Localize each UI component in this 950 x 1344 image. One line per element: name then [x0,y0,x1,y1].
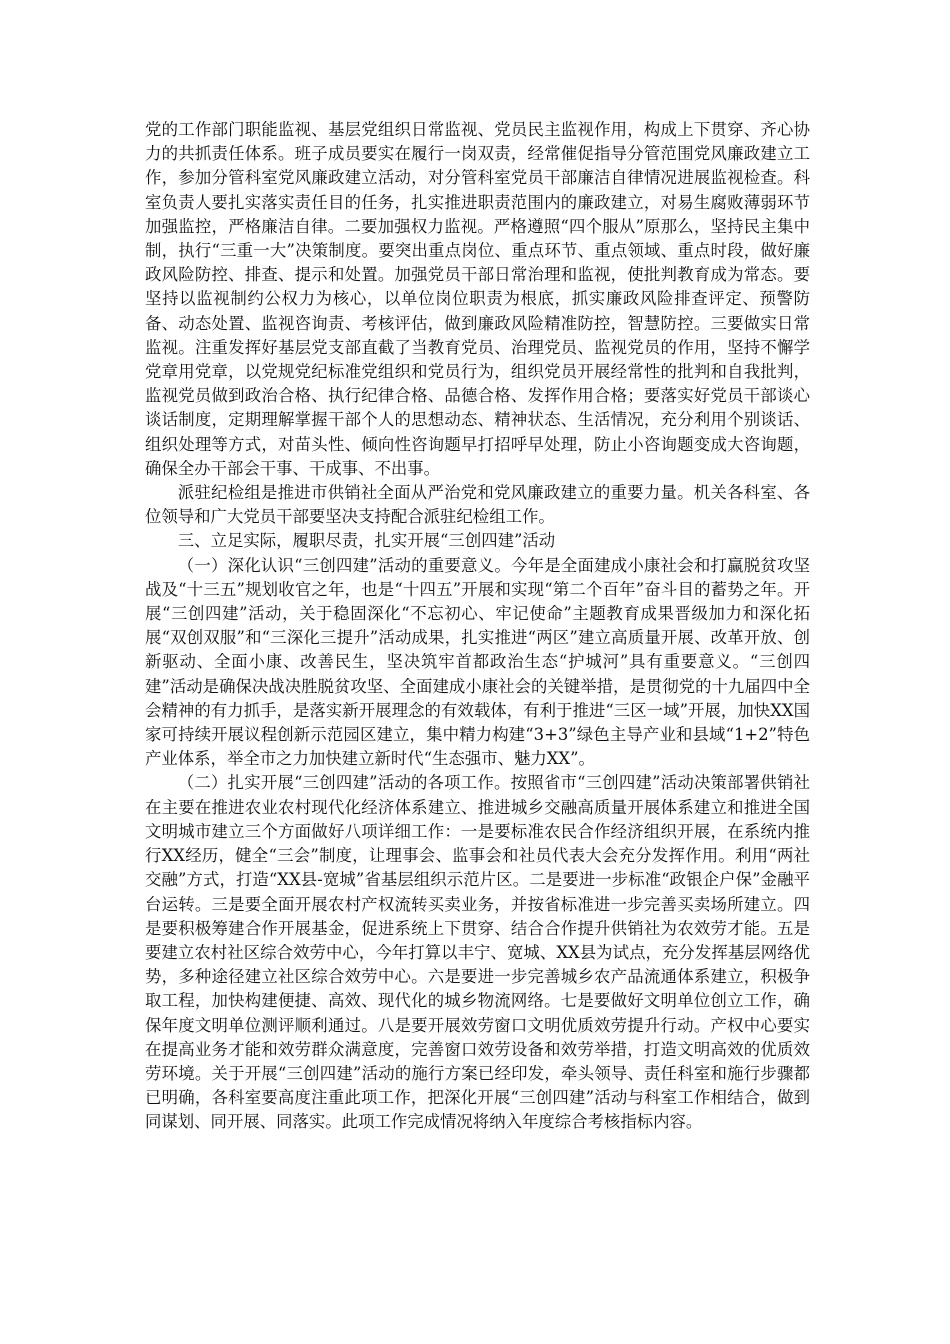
section-heading-three: 三、立足实际，履职尽责，扎实开展“三创四建”活动 [177,531,556,551]
body-paragraph-discipline-group: 派驻纪检组是推进市供销社全面从严治党和党风廉政建立的重要力量。机关各科室、各位领导和广大党员干部要坚决支持配合派驻纪检组工作。 [145,483,810,527]
body-paragraph-tasks: （二）扎实开展“三创四建”活动的各项工作。按照省市“三创四建”活动决策部署供销社在主要在推进农业农村现代化经济体系建立、推进城乡交融高质量开展体系建立和推进全国文明城市建立三个方面做好八项详细工作：一是要标准农民合作经济组织开展，在系统内推行XX经历，健全“三会”制度，让理事会、监事会和社员代表大会充分发挥作用。利用“两社交融”方式，打造“XX县-宽城”省基层组织示范片区。二是要进一步标准“政银企户保”金融平台运转。三是要全面开展农村产权流转买卖业务，并按省标准进一步完善买卖场所建立。四是要积极筹建合作开展基金，促进系统上下贯穿、结合合作提升供销社为农效劳才能。五是要建立农村社区综合效劳中心，今年打算以丰宁、宽城、XX县为试点，充分发挥基层网络优势，多种途径建立社区综合效劳中心。六是要进一步完善城乡农产品流通体系建立，积极争取工程，加快构建便捷、高效、现代化的城乡物流网络。七是要做好文明单位创立工作，确保年度文明单位测评顺利通过。八是要开展效劳窗口文明优质效劳提升行动。产权中心要实在提高业务才能和效劳群众满意度，完善窗口效劳设备和效劳举措，打造文明高效的优质效劳环境。关于开展“三创四建”活动的施行方案已经印发，牵头领导、责任科室和施行步骤都已明确，各科室要高度注重此项工作，把深化开展“三创四建”活动与科室工作相结合，做到同谋划、同开展、同落实。此项工作完成情况将纳入年度综合考核指标内容。 [145,773,810,1132]
body-paragraph-significance: （一）深化认识“三创四建”活动的重要意义。今年是全面建成小康社会和打赢脱贫攻坚战及“十三五”规划收官之年，也是“十四五”开展和实现“第二个百年”奋斗目的蓄势之年。开展“三创四建”活动，关于稳固深化“不忘初心、牢记使命”主题教育成果晋级加力和深化拓展“双创双服”和“三深化三提升”活动成果，扎实推进“两区”建立高质量开展、改革开放、创新驱动、全面小康、改善民生，坚决筑牢首都政治生态“护城河”具有重要意义。“三创四建”活动是确保决战决胜脱贫攻坚、全面建成小康社会的关键举措，是贯彻党的十九届四中全会精神的有力抓手，是落实新开展理念的有效载体，有利于推进“三区一域”开展，加快XX国家可持续开展议程创新示范园区建立，集中精力构建“3+3”绿色主导产业和县域“1+2”特色产业体系，举全市之力加快建立新时代“生态强市、魅力XX”。 [145,555,810,769]
document-page [145,118,810,1135]
body-paragraph-supervision: 党的工作部门职能监视、基层党组织日常监视、党员民主监视作用，构成上下贯穿、齐心协力的共抓责任体系。班子成员要实在履行一岗双责，经常催促指导分管范围党风廉政建立工作，参加分管科室党风廉政建立活动，对分管科室党员干部廉洁自律情况进展监视检查。科室负责人要扎实落实责任目的任务，扎实推进职责范围内的廉政建立，对易生腐败薄弱环节加强监控，严格廉洁自律。二要加强权力监视。严格遵照“四个服从”原那么，坚持民主集中制，执行“三重一大”决策制度。要突出重点岗位、重点环节、重点领域、重点时段，做好廉政风险防控、排查、提示和处置。加强党员干部日常治理和监视，使批判教育成为常态。要坚持以监视制约公权力为核心，以单位岗位职责为根底，抓实廉政风险排查评定、预警防备、动态处置、监视咨询责、考核评估，做到廉政风险精准防控，智慧防控。三要做实日常监视。注重发挥好基层党支部直截了当教育党员、治理党员、监视党员的作用，坚持不懈学党章用党章，以党规党纪标准党组织和党员行为，组织党员开展经常性的批判和自我批判，监视党员做到政治合格、执行纪律合格、品德合格、发挥作用合格；要落实好党员干部谈心谈话制度，定期理解掌握干部个人的思想动态、精神状态、生活情况，充分利用个别谈话、组织处理等方式，对苗头性、倾向性咨询题早打招呼早处理，防止小咨询题变成大咨询题，确保全办干部会干事、干成事、不出事。 [145,120,810,478]
